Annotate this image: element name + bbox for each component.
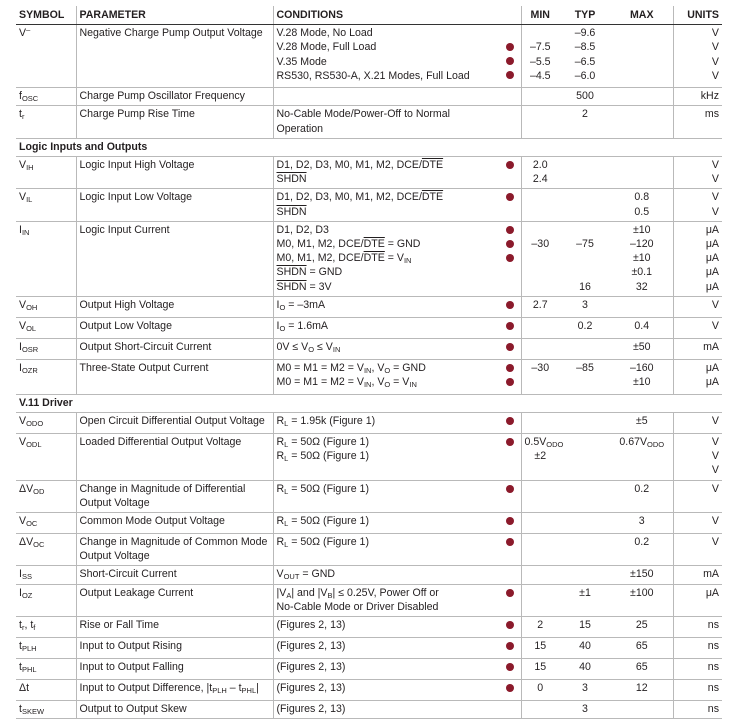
units-cell: mA: [673, 338, 722, 359]
min-cell: –7.5 –5.5 –4.5: [521, 25, 559, 88]
units-cell: V: [673, 413, 722, 434]
max-cell: 65: [611, 638, 673, 659]
bullet-cell: [499, 157, 521, 189]
parameter-cell: Input to Output Falling: [76, 659, 273, 680]
symbol-cell: $V_{IL}$: [16, 189, 76, 221]
bullet-icon: [506, 417, 514, 425]
bullet-cell: [499, 513, 521, 534]
units-cell: V: [673, 296, 722, 317]
max-cell: 0.2: [611, 480, 673, 512]
parameter-cell: Three-State Output Current: [76, 359, 273, 394]
symbol-cell: $V_{OC}$: [16, 513, 76, 534]
bullet-cell: [499, 317, 521, 338]
typ-cell: 3: [559, 701, 611, 719]
max-cell: 0.4: [611, 317, 673, 338]
max-cell: 12: [611, 680, 673, 701]
min-cell: [521, 317, 559, 338]
bullet-cell: [499, 434, 521, 481]
table-row: [16, 480, 722, 512]
units-cell: mA: [673, 566, 722, 584]
units-cell: V V: [673, 189, 722, 221]
conditions-cell: (Figures 2, 13): [273, 617, 499, 638]
symbol-cell: $I_{OZR}$: [16, 359, 76, 394]
typ-cell: [559, 480, 611, 512]
bullet-cell: [499, 25, 521, 88]
units-cell: ns: [673, 659, 722, 680]
header-row: [16, 6, 722, 25]
conditions-cell: No-Cable Mode/Power-Off to Normal Operation: [273, 106, 499, 138]
parameter-cell: Logic Input Current: [76, 221, 273, 296]
table-row: [16, 359, 722, 394]
header-max: MAX: [611, 6, 673, 25]
typ-cell: ±1: [559, 584, 611, 616]
conditions-cell: $R_L = 50\Omega$ (Figure 1): [273, 534, 499, 566]
parameter-cell: Output High Voltage: [76, 296, 273, 317]
units-cell: ns: [673, 680, 722, 701]
table-row: [16, 680, 722, 701]
symbol-cell: $V_{OH}$: [16, 296, 76, 317]
bullet-icon: [506, 538, 514, 546]
min-cell: [521, 338, 559, 359]
max-cell: $0.67V_{ODO}$: [611, 434, 673, 481]
typ-cell: [559, 434, 611, 481]
parameter-cell: Negative Charge Pump Output Voltage: [76, 25, 273, 88]
header-units: UNITS: [673, 6, 722, 25]
parameter-cell: Change in Magnitude of Differential Output Voltage: [76, 480, 273, 512]
max-cell: 3: [611, 513, 673, 534]
header-typ: TYP: [559, 6, 611, 25]
bullet-cell: [499, 617, 521, 638]
bullet-icon: [506, 193, 514, 201]
bullet-icon: [506, 642, 514, 650]
min-cell: –30: [521, 359, 559, 394]
max-cell: ±150: [611, 566, 673, 584]
bullet-icon: [506, 621, 514, 629]
symbol-cell: $t_{PHL}$: [16, 659, 76, 680]
units-cell: V V V: [673, 434, 722, 481]
bullet-cell: [499, 296, 521, 317]
symbol-cell: $V_{ODO}$: [16, 413, 76, 434]
bullet-cell: [499, 221, 521, 296]
bullet-cell: [499, 534, 521, 566]
units-cell: μA: [673, 584, 722, 616]
bullet-icon: [506, 254, 514, 262]
symbol-cell: $t_r$, $t_f$: [16, 617, 76, 638]
typ-cell: 15: [559, 617, 611, 638]
min-cell: [521, 566, 559, 584]
header-parameter: PARAMETER: [76, 6, 273, 25]
parameter-cell: Short-Circuit Current: [76, 566, 273, 584]
max-cell: [611, 88, 673, 106]
header-symbol: SYMBOL: [16, 6, 76, 25]
symbol-cell: $I_{SS}$: [16, 566, 76, 584]
conditions-cell: $V_{OUT}$ = GND: [273, 566, 499, 584]
symbol-cell: $V_{ODL}$: [16, 434, 76, 481]
typ-cell: [559, 413, 611, 434]
table-row: [16, 617, 722, 638]
bullet-cell: [499, 189, 521, 221]
bullet-icon: [506, 71, 514, 79]
bullet-icon: [506, 684, 514, 692]
table-row: [16, 701, 722, 719]
min-cell: [521, 88, 559, 106]
max-cell: ±10 –120 ±10 ±0.1 32: [611, 221, 673, 296]
section-header-row: [16, 138, 722, 156]
section-header-row: [16, 394, 722, 412]
max-cell: [611, 157, 673, 189]
table-row: [16, 338, 722, 359]
bullet-cell: [499, 88, 521, 106]
min-cell: 2.7: [521, 296, 559, 317]
table-row: [16, 189, 722, 221]
bullet-cell: [499, 680, 521, 701]
symbol-cell: $\Delta V_{OD}$: [16, 480, 76, 512]
electrical-characteristics-table: [16, 6, 722, 719]
typ-cell: [559, 534, 611, 566]
bullet-icon: [506, 663, 514, 671]
parameter-cell: Rise or Fall Time: [76, 617, 273, 638]
units-cell: V: [673, 513, 722, 534]
parameter-cell: Input to Output Rising: [76, 638, 273, 659]
bullet-icon: [506, 43, 514, 51]
typ-cell: [559, 157, 611, 189]
typ-cell: [559, 513, 611, 534]
table-row: [16, 434, 722, 481]
conditions-cell: D1, D2, D3, M0, M1, M2, DCE/$\overline{DTE}$ SHDN: [273, 189, 499, 221]
bullet-icon: [506, 301, 514, 309]
units-cell: V: [673, 317, 722, 338]
table-row: [16, 638, 722, 659]
symbol-cell: $V_{IH}$: [16, 157, 76, 189]
max-cell: –160 ±10: [611, 359, 673, 394]
max-cell: [611, 106, 673, 138]
max-cell: 0.2: [611, 534, 673, 566]
symbol-cell: $V_{OL}$: [16, 317, 76, 338]
max-cell: ±50: [611, 338, 673, 359]
bullet-cell: [499, 566, 521, 584]
parameter-cell: Open Circuit Differential Output Voltage: [76, 413, 273, 434]
bullet-cell: [499, 480, 521, 512]
conditions-cell: $|V_A|$ and $|V_B| \le 0.25V$, Power Off or No-Cable Mode or Driver Disabled: [273, 584, 499, 616]
max-cell: 0.8 0.5: [611, 189, 673, 221]
conditions-cell: $I_O = 1.6mA$: [273, 317, 499, 338]
section-title: V.11 Driver: [16, 394, 722, 412]
bullet-cell: [499, 584, 521, 616]
bullet-icon: [506, 364, 514, 372]
min-cell: 0: [521, 680, 559, 701]
units-cell: V: [673, 480, 722, 512]
table-row: [16, 513, 722, 534]
units-cell: μA μA μA μA μA: [673, 221, 722, 296]
header-conditions: CONDITIONS: [273, 6, 499, 25]
max-cell: 65: [611, 659, 673, 680]
bullet-icon: [506, 161, 514, 169]
max-cell: 25: [611, 617, 673, 638]
symbol-cell: $\Delta V_{OC}$: [16, 534, 76, 566]
symbol-cell: Δt: [16, 680, 76, 701]
min-cell: [521, 480, 559, 512]
conditions-cell: V.28 Mode, No Load V.28 Mode, Full Load V.35 Mode RS530, RS530-A, X.21 Modes, Full Load: [273, 25, 499, 88]
units-cell: V V V V: [673, 25, 722, 88]
parameter-cell: Logic Input Low Voltage: [76, 189, 273, 221]
table-row: [16, 584, 722, 616]
parameter-cell: Output to Output Skew: [76, 701, 273, 719]
table-row: [16, 88, 722, 106]
symbol-cell: V–: [16, 25, 76, 88]
typ-cell: 40: [559, 659, 611, 680]
max-cell: ±100: [611, 584, 673, 616]
table-row: [16, 534, 722, 566]
min-cell: [521, 189, 559, 221]
min-cell: –30: [521, 221, 559, 296]
typ-cell: 500: [559, 88, 611, 106]
units-cell: ns: [673, 617, 722, 638]
typ-cell: [559, 566, 611, 584]
bullet-cell: [499, 106, 521, 138]
conditions-cell: $M0 = M1 = M2 = V_{IN}$, $V_O$ = GND $M0 = M1 = M2 = V_{IN}$, $V_O = V_{IN}$: [273, 359, 499, 394]
max-cell: [611, 701, 673, 719]
max-cell: [611, 296, 673, 317]
symbol-cell: $t_{SKEW}$: [16, 701, 76, 719]
typ-cell: [559, 338, 611, 359]
bullet-cell: [499, 338, 521, 359]
conditions-cell: (Figures 2, 13): [273, 680, 499, 701]
symbol-cell: $t_{PLH}$: [16, 638, 76, 659]
table-row: [16, 106, 722, 138]
min-cell: 2: [521, 617, 559, 638]
table-row: [16, 659, 722, 680]
units-cell: ms: [673, 106, 722, 138]
min-cell: 15: [521, 638, 559, 659]
parameter-cell: Output Low Voltage: [76, 317, 273, 338]
typ-cell: [559, 189, 611, 221]
typ-cell: 3: [559, 296, 611, 317]
conditions-cell: $I_O = -3mA$: [273, 296, 499, 317]
conditions-cell: D1, D2, D3, M0, M1, M2, DCE/$\overline{DTE}$ SHDN: [273, 157, 499, 189]
parameter-cell: Output Short-Circuit Current: [76, 338, 273, 359]
min-cell: [521, 701, 559, 719]
bullet-icon: [506, 589, 514, 597]
conditions-cell: (Figures 2, 13): [273, 659, 499, 680]
table-row: [16, 317, 722, 338]
conditions-cell: [273, 88, 499, 106]
bullet-cell: [499, 701, 521, 719]
max-cell: [611, 25, 673, 88]
table-row: [16, 221, 722, 296]
header-min: MIN: [521, 6, 559, 25]
min-cell: [521, 513, 559, 534]
bullet-cell: [499, 638, 521, 659]
table-row: [16, 157, 722, 189]
units-cell: kHz: [673, 88, 722, 106]
table-row: [16, 25, 722, 88]
conditions-cell: $R_L = 50\Omega$ (Figure 1): [273, 513, 499, 534]
table-row: [16, 566, 722, 584]
parameter-cell: Common Mode Output Voltage: [76, 513, 273, 534]
header-bullet: [499, 6, 521, 25]
section-title: Logic Inputs and Outputs: [16, 138, 722, 156]
max-cell: ±5: [611, 413, 673, 434]
bullet-cell: [499, 413, 521, 434]
parameter-cell: Change in Magnitude of Common Mode Output Voltage: [76, 534, 273, 566]
typ-cell: 3: [559, 680, 611, 701]
typ-cell: 40: [559, 638, 611, 659]
parameter-cell: Charge Pump Rise Time: [76, 106, 273, 138]
bullet-icon: [506, 438, 514, 446]
typ-cell: –9.6 –8.5 –6.5 –6.0: [559, 25, 611, 88]
min-cell: 15: [521, 659, 559, 680]
table-row: [16, 413, 722, 434]
units-cell: μA μA: [673, 359, 722, 394]
bullet-icon: [506, 322, 514, 330]
typ-cell: 0.2: [559, 317, 611, 338]
parameter-cell: Input to Output Difference, $|t_{PLH} - t_{PHL}|$: [76, 680, 273, 701]
bullet-icon: [506, 343, 514, 351]
units-cell: ns: [673, 701, 722, 719]
typ-cell: –85: [559, 359, 611, 394]
parameter-cell: Charge Pump Oscillator Frequency: [76, 88, 273, 106]
parameter-cell: Logic Input High Voltage: [76, 157, 273, 189]
symbol-cell: $I_{IN}$: [16, 221, 76, 296]
conditions-cell: $0V \le V_O \le V_{IN}$: [273, 338, 499, 359]
bullet-icon: [506, 240, 514, 248]
conditions-cell: D1, D2, D3 M0, M1, M2, DCE/$\overline{DTE}$ = GND M0, M1, M2, DCE/$\overline{DTE} = V_{IN}$ SHDN = GND SHDN = 3V: [273, 221, 499, 296]
table-row: [16, 296, 722, 317]
typ-cell: 2: [559, 106, 611, 138]
bullet-icon: [506, 485, 514, 493]
conditions-cell: $R_L = 50\Omega$ (Figure 1): [273, 480, 499, 512]
min-cell: 2.0 2.4: [521, 157, 559, 189]
bullet-icon: [506, 517, 514, 525]
min-cell: [521, 584, 559, 616]
conditions-cell: (Figures 2, 13): [273, 701, 499, 719]
conditions-cell: $R_L = 1.95k$ (Figure 1): [273, 413, 499, 434]
bullet-icon: [506, 57, 514, 65]
min-cell: $0.5V_{ODO}$ ±2: [521, 434, 559, 481]
symbol-cell: $I_{OSR}$: [16, 338, 76, 359]
units-cell: ns: [673, 638, 722, 659]
parameter-cell: Output Leakage Current: [76, 584, 273, 616]
min-cell: [521, 534, 559, 566]
symbol-cell: $I_{OZ}$: [16, 584, 76, 616]
typ-cell: –75 16: [559, 221, 611, 296]
conditions-cell: $R_L = 50\Omega$ (Figure 1) $R_L = 50\Omega$ (Figure 1): [273, 434, 499, 481]
bullet-cell: [499, 659, 521, 680]
bullet-icon: [506, 226, 514, 234]
symbol-cell: $f_{OSC}$: [16, 88, 76, 106]
parameter-cell: Loaded Differential Output Voltage: [76, 434, 273, 481]
symbol-cell: $t_r$: [16, 106, 76, 138]
units-cell: V: [673, 534, 722, 566]
min-cell: [521, 106, 559, 138]
conditions-cell: (Figures 2, 13): [273, 638, 499, 659]
min-cell: [521, 413, 559, 434]
bullet-icon: [506, 378, 514, 386]
bullet-cell: [499, 359, 521, 394]
units-cell: V V: [673, 157, 722, 189]
